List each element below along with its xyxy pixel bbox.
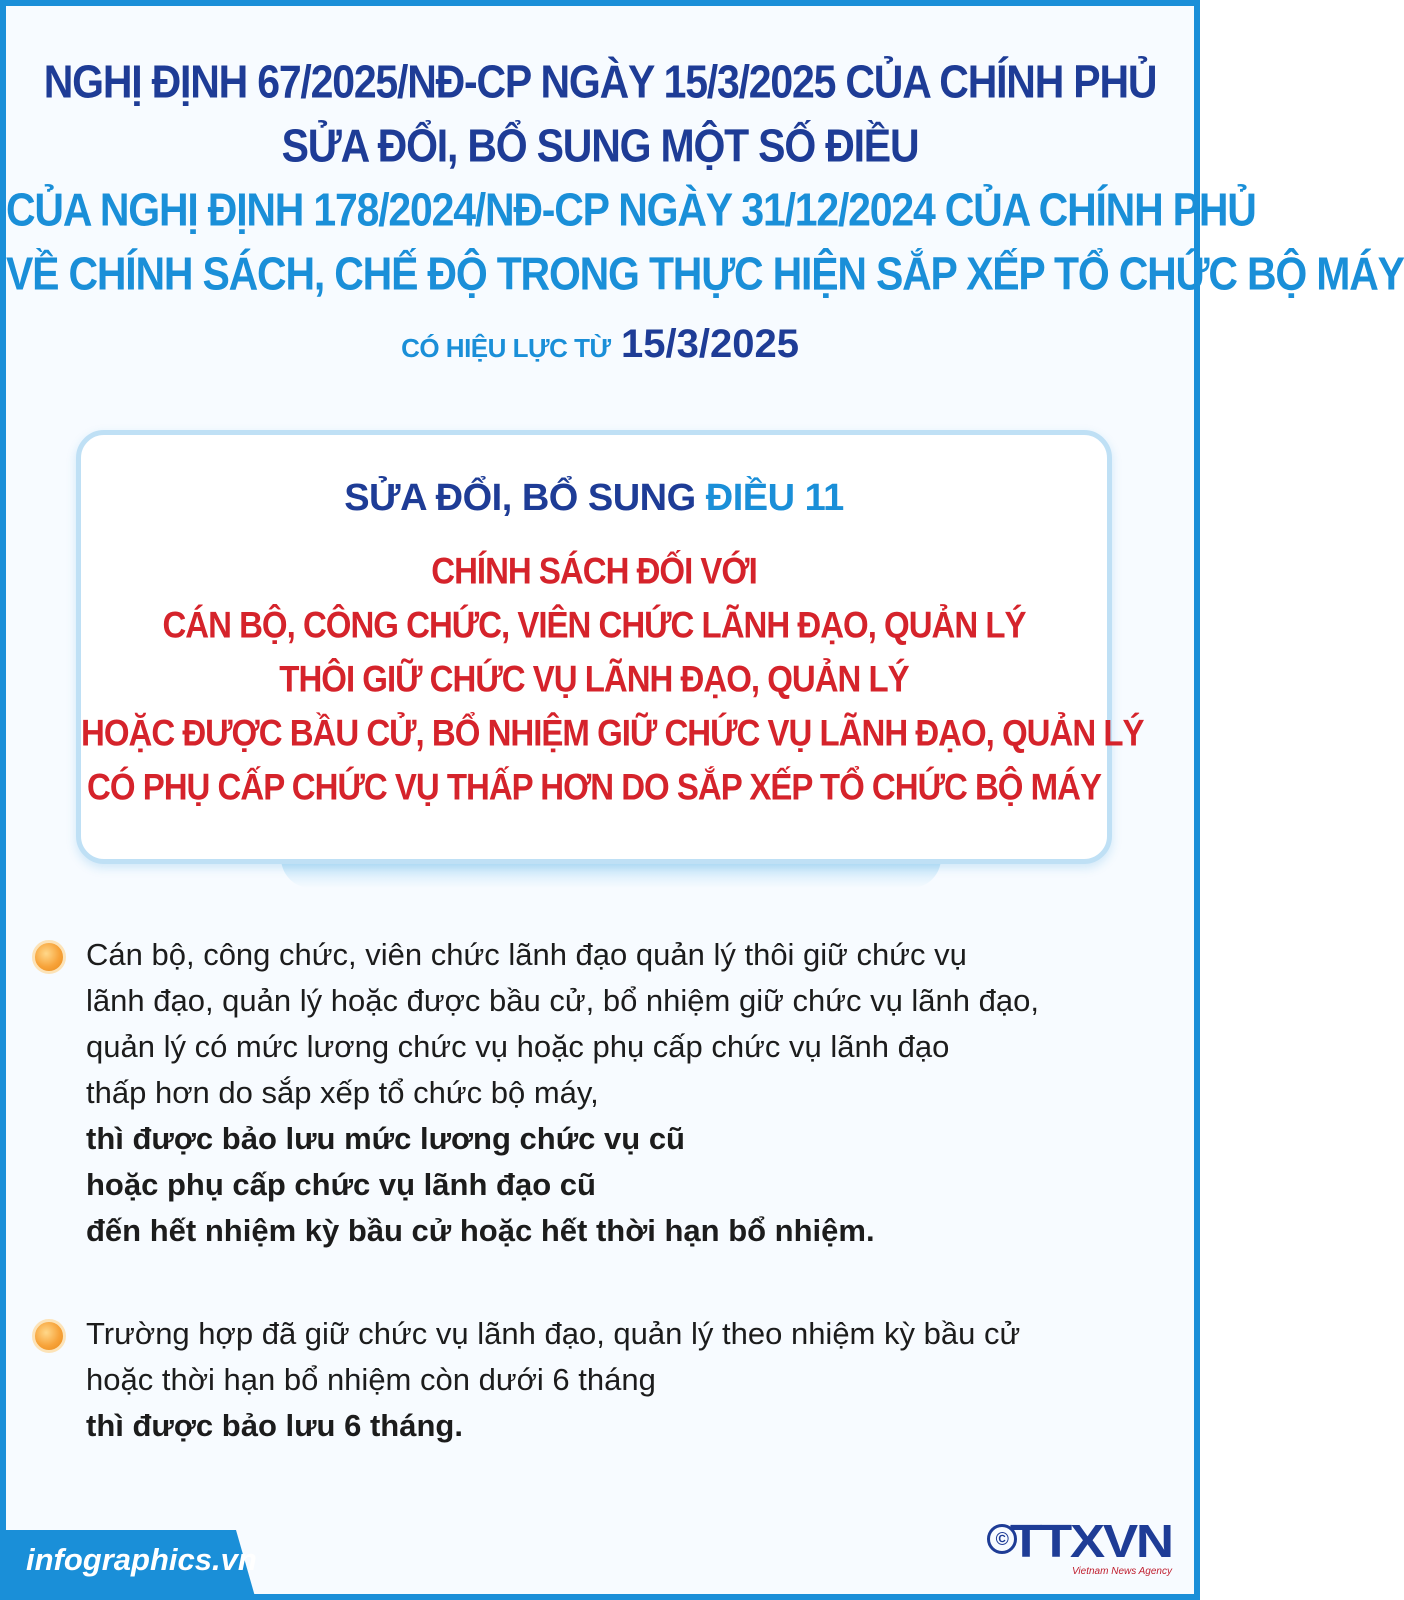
header-line-4: VỀ CHÍNH SÁCH, CHẾ ĐỘ TRONG THỰC HIỆN SẮP XẾP TỔ CHỨC BỘ MÁY [6,248,1404,300]
bullet-line: lãnh đạo, quản lý hoặc được bầu cử, bổ nhiệm giữ chức vụ lãnh đạo, [86,983,1039,1018]
logo-text: TTXVN [1010,1515,1172,1567]
article-card [76,430,1144,864]
policy-heading-line: HOẶC ĐƯỢC BẦU CỬ, BỔ NHIỆM GIỮ CHỨC VỤ LÃNH ĐẠO, QUẢN LÝ [81,711,1144,754]
bullet-bold-line: đến hết nhiệm kỳ bầu cử hoặc hết thời hạn bổ nhiệm. [86,1213,875,1248]
card-title [81,477,1107,520]
bullet-bold-line: thì được bảo lưu mức lương chức vụ cũ [86,1121,685,1156]
footer-site-link[interactable]: infographics.vn [26,1542,257,1577]
policy-heading-line: CHÍNH SÁCH ĐỐI VỚI [431,549,757,592]
bullet-text [86,1311,1182,1449]
bullet-line: Cán bộ, công chức, viên chức lãnh đạo quản lý thôi giữ chức vụ [86,937,967,972]
bullet-bold-line: thì được bảo lưu 6 tháng. [86,1408,463,1443]
header-line-2: SỬA ĐỔI, BỔ SUNG MỘT SỐ ĐIỀU [281,120,919,172]
orange-bullet-icon [32,1319,66,1353]
policy-heading-line: THÔI GIỮ CHỨC VỤ LÃNH ĐẠO, QUẢN LÝ [279,657,909,700]
bullet-text [86,932,1182,1254]
header-line-1: NGHỊ ĐỊNH 67/2025/NĐ-CP NGÀY 15/3/2025 CỦA CHÍNH PHỦ [43,56,1157,108]
policy-heading-line: CÁN BỘ, CÔNG CHỨC, VIÊN CHỨC LÃNH ĐẠO, QUẢN LÝ [162,603,1026,646]
bullet-item-2 [32,1311,1182,1449]
card-title-prefix: SỬA ĐỔI, BỔ SUNG [344,477,696,519]
bullet-line: Trường hợp đã giữ chức vụ lãnh đạo, quản lý theo nhiệm kỳ bầu cử [86,1316,1021,1351]
effective-date: 15/3/2025 [620,322,799,366]
bullet-line: thấp hơn do sắp xếp tổ chức bộ máy, [86,1075,599,1110]
bullet-line: quản lý có mức lương chức vụ hoặc phụ cấp chức vụ lãnh đạo [86,1029,950,1064]
logo-subtitle: Vietnam News Agency [1071,1566,1172,1577]
card-title-accent: ĐIỀU 11 [705,477,844,519]
effective-date-row [6,322,1194,367]
bullet-item-1 [32,932,1182,1254]
ttxvn-logo [987,1515,1172,1577]
orange-bullet-icon [32,940,66,974]
copyright-icon: © [987,1524,1017,1554]
header-line-3: CỦA NGHỊ ĐỊNH 178/2024/NĐ-CP NGÀY 31/12/2024 CỦA CHÍNH PHỦ [6,184,1256,236]
bullet-bold-line: hoặc phụ cấp chức vụ lãnh đạo cũ [86,1167,596,1202]
policy-heading [81,544,1144,814]
header [6,50,1404,367]
bullet-line: hoặc thời hạn bổ nhiệm còn dưới 6 tháng [86,1362,656,1397]
effective-label: CÓ HIỆU LỰC TỪ [401,333,611,363]
policy-heading-line: CÓ PHỤ CẤP CHỨC VỤ THẤP HƠN DO SẮP XẾP TỔ CHỨC BỘ MÁY [87,765,1101,808]
logo-box [1010,1515,1172,1577]
